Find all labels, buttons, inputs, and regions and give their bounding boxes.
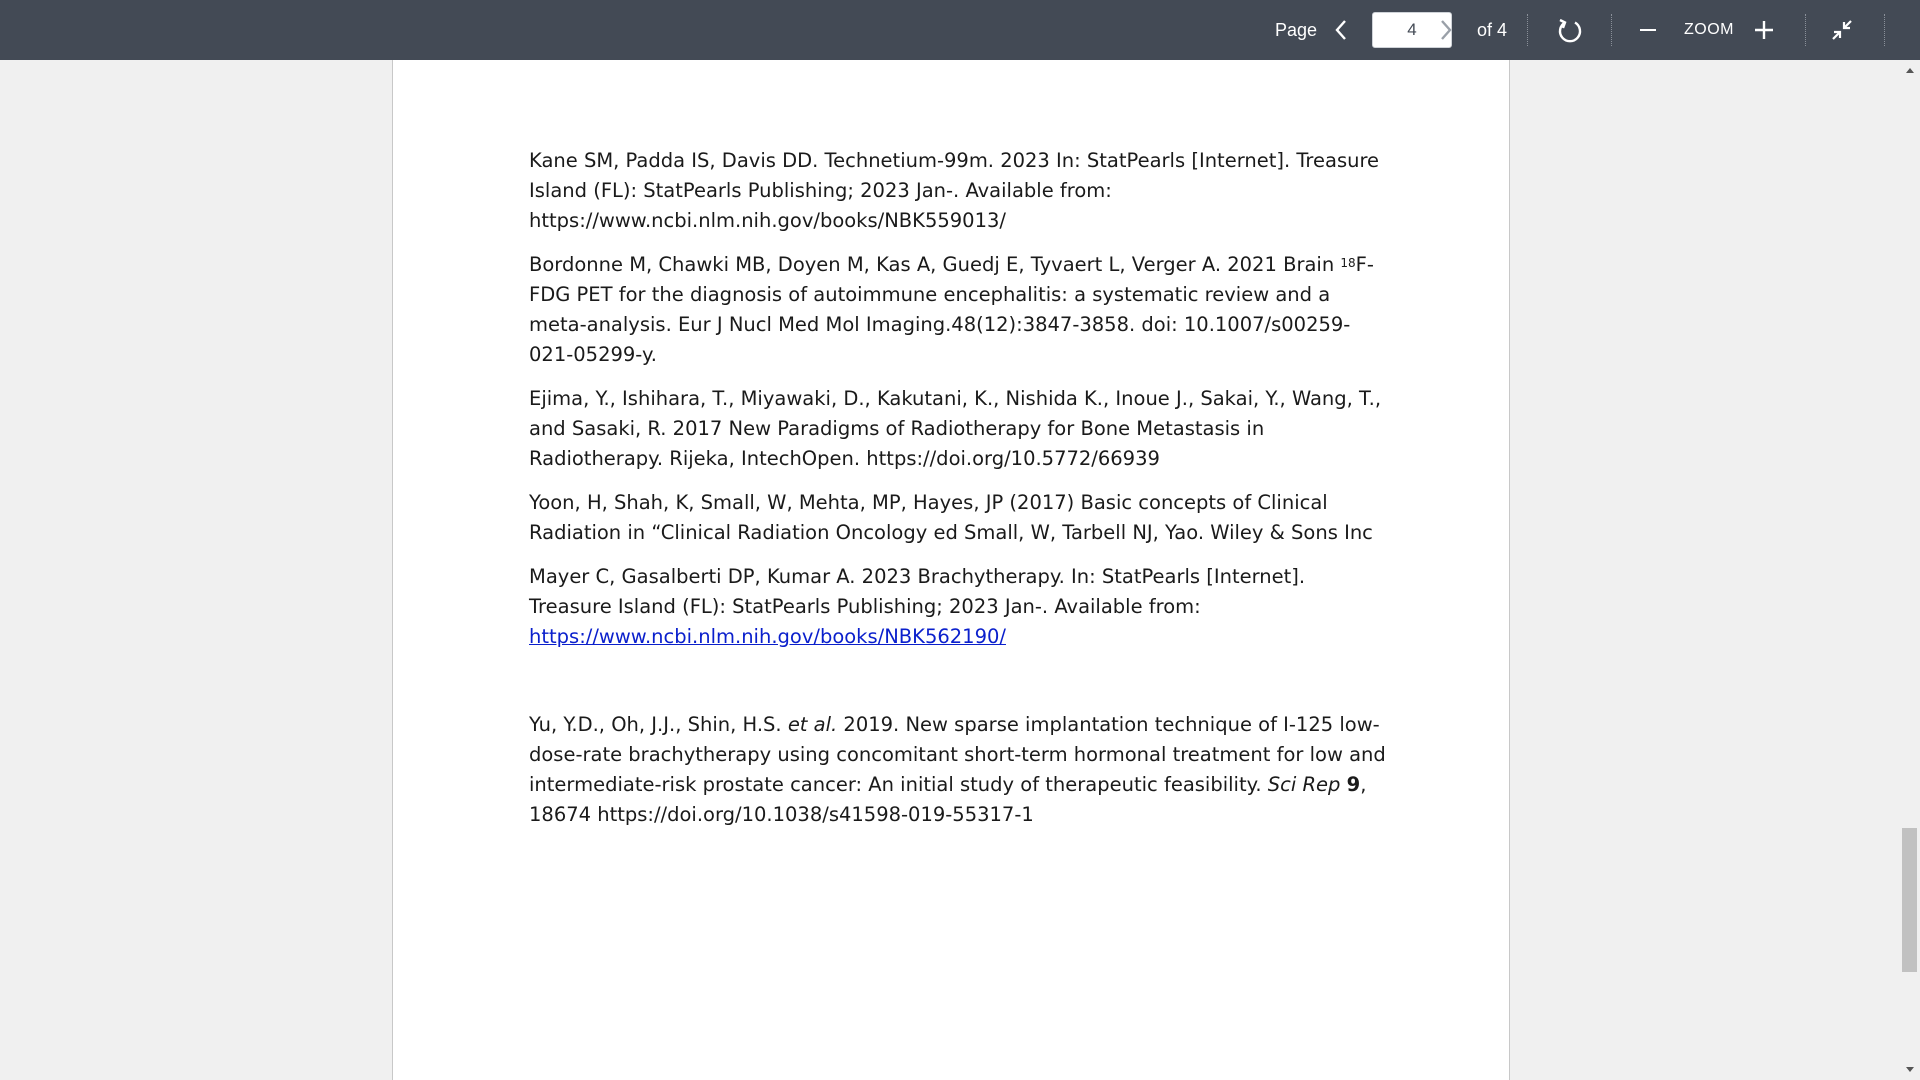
reference-link[interactable]: https://www.ncbi.nlm.nih.gov/books/NBK562190/	[529, 625, 1006, 648]
scrollbar-thumb[interactable]	[1902, 828, 1917, 972]
reference-text: , 18674 https://doi.org/10.1038/s41598-019-55317-1	[529, 773, 1367, 826]
reference-ejima	[529, 384, 1389, 474]
reference-text: Yoon, H, Shah, K, Small, W, Mehta, MP, Hayes, JP (2017) Basic concepts of Clinical Radiation in “Clinical Radiation Oncology ed Small, W, Tarbell NJ, Yao. Wiley & Sons Inc	[529, 491, 1373, 544]
zoom-label: ZOOM	[1684, 21, 1734, 38]
toolbar-divider	[1527, 14, 1528, 46]
reference-bordonne	[529, 250, 1389, 370]
scroll-up-arrow-icon[interactable]	[1906, 68, 1914, 73]
reference-yoon	[529, 488, 1389, 548]
journal-name: Sci Rep	[1267, 773, 1341, 796]
chevron-right-icon	[1438, 19, 1454, 41]
scroll-down-arrow-icon[interactable]	[1906, 1067, 1914, 1072]
reference-text: 2019. New sparse implantation technique of I-125 low-dose-rate brachytherapy using concomitant short-term hormonal treatment for low and intermediate-risk prostate cancer: An initial study of therapeutic feasibility.	[529, 713, 1386, 796]
chevron-left-icon	[1333, 19, 1349, 41]
rotate-icon	[1556, 16, 1584, 44]
reference-text: F-FDG PET for the diagnosis of autoimmune encephalitis: a systematic review and a meta-analysis. Eur J Nucl Med Mol Imaging.48(12):3847-3858. doi: 10.1007/s00259-021-05299-y.	[529, 253, 1374, 366]
collapse-icon	[1830, 18, 1854, 42]
reference-mayer	[529, 562, 1389, 652]
exit-fullscreen-button[interactable]	[1824, 12, 1860, 48]
reference-text: Yu, Y.D., Oh, J.J., Shin, H.S.	[529, 713, 788, 736]
toolbar-divider	[1805, 14, 1806, 46]
toolbar-divider	[1611, 14, 1612, 46]
page-label: Page	[1275, 20, 1318, 40]
reference-italic: et al.	[787, 713, 838, 736]
superscript-isotope: 18	[1340, 256, 1356, 270]
reference-kane	[529, 146, 1389, 236]
zoom-out-button[interactable]	[1630, 12, 1666, 48]
toolbar-divider	[1884, 14, 1885, 46]
reference-yu	[529, 710, 1389, 830]
vertical-scrollbar[interactable]	[1899, 60, 1920, 1080]
reference-text: Kane SM, Padda IS, Davis DD. Technetium-99m. 2023 In: StatPearls [Internet]. Treasure Island (FL): StatPearls Publishing; 2023 Jan-. Available from: https://www.ncbi.nlm.nih.gov/books/NBK559013/	[529, 149, 1380, 232]
document-page	[392, 60, 1510, 1080]
reference-text: Mayer C, Gasalberti DP, Kumar A. 2023 Brachytherapy. In: StatPearls [Internet]. Treasure Island (FL): StatPearls Publishing; 2023 Jan-. Available from:	[529, 565, 1306, 618]
reference-text: Ejima, Y., Ishihara, T., Miyawaki, D., Kakutani, K., Nishida K., Inoue J., Sakai, Y., Wang, T., and Sasaki, R. 2017 New Paradigms of Radiotherapy for Bone Metastasis in Radiotherapy. Rijeka, IntechOpen. https://doi.org/10.5772/66939	[529, 387, 1382, 470]
rotate-button[interactable]	[1552, 12, 1588, 48]
reference-text: Bordonne M, Chawki MB, Doyen M, Kas A, Guedj E, Tyvaert L, Verger A. 2021 Brain	[529, 253, 1341, 276]
page-total: of 4	[1477, 20, 1508, 40]
previous-page-button[interactable]	[1323, 12, 1359, 48]
next-page-button[interactable]	[1428, 12, 1464, 48]
viewer-toolbar	[0, 0, 1920, 60]
reference-list	[529, 146, 1389, 844]
minus-icon	[1638, 20, 1658, 40]
zoom-in-button[interactable]	[1746, 12, 1782, 48]
plus-icon	[1753, 19, 1775, 41]
volume-number: 9	[1346, 773, 1361, 796]
